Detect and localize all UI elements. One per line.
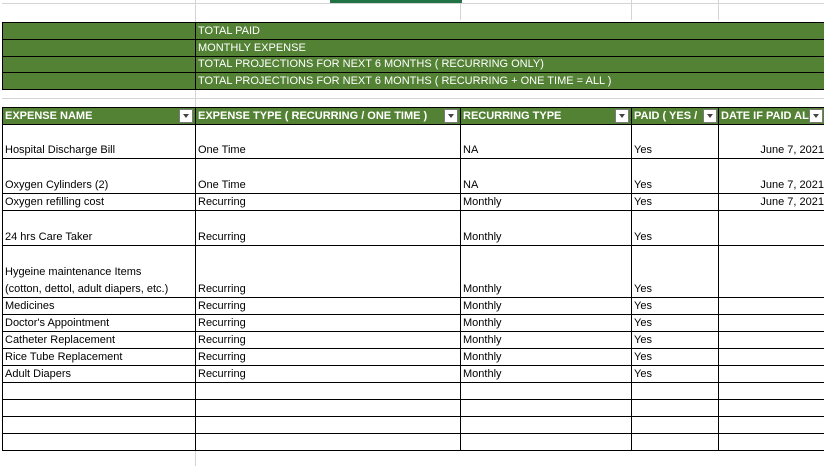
paid-cell[interactable]: Yes	[634, 368, 652, 380]
summary-projection-all[interactable]: TOTAL PROJECTIONS FOR NEXT 6 MONTHS ( RECURRING + ONE TIME = ALL )	[198, 75, 612, 87]
expense-name-cell[interactable]: Hospital Discharge Bill	[5, 144, 116, 156]
filter-dropdown-icon[interactable]	[809, 109, 823, 123]
row-border	[2, 450, 824, 451]
row-border	[2, 314, 824, 315]
expense-type-cell[interactable]: Recurring	[198, 317, 246, 329]
expense-name-cell[interactable]: Oxygen Cylinders (2)	[5, 179, 109, 191]
row-border	[2, 193, 824, 194]
date-paid-cell[interactable]: June 7, 2021	[760, 196, 824, 208]
row-border	[2, 158, 824, 159]
expense-type-cell[interactable]: One Time	[198, 144, 246, 156]
paid-cell[interactable]: Yes	[634, 144, 652, 156]
filter-dropdown-icon[interactable]	[444, 109, 458, 123]
column-border	[631, 125, 632, 450]
expense-name-cell-line2[interactable]: (cotton, dettol, adult diapers, etc.)	[5, 283, 169, 295]
date-paid-cell[interactable]: June 7, 2021	[760, 144, 824, 156]
recurring-type-cell[interactable]: Monthly	[463, 231, 502, 243]
expense-name-cell[interactable]: Medicines	[5, 300, 55, 312]
row-border	[2, 433, 824, 434]
filter-dropdown-icon[interactable]	[615, 109, 629, 123]
selected-cell-indicator	[330, 0, 462, 3]
expense-name-cell[interactable]: Catheter Replacement	[5, 334, 116, 346]
recurring-type-cell[interactable]: NA	[463, 144, 479, 156]
expense-name-cell[interactable]: Rice Tube Replacement	[5, 351, 123, 363]
expense-type-cell[interactable]: Recurring	[198, 196, 246, 208]
row-border	[2, 365, 824, 366]
recurring-type-cell[interactable]: Monthly	[463, 283, 502, 295]
column-header-recurring-type[interactable]: RECURRING TYPE	[463, 110, 562, 122]
expense-type-cell[interactable]: Recurring	[198, 283, 246, 295]
recurring-type-cell[interactable]: Monthly	[463, 334, 502, 346]
expense-type-cell[interactable]: Recurring	[198, 368, 246, 380]
column-header-paid[interactable]: PAID ( YES /	[634, 110, 698, 122]
paid-cell[interactable]: Yes	[634, 334, 652, 346]
column-border	[195, 125, 196, 450]
expense-type-cell[interactable]: Recurring	[198, 300, 246, 312]
column-border	[2, 125, 3, 450]
paid-cell[interactable]: Yes	[634, 283, 652, 295]
expense-name-cell[interactable]: Adult Diapers	[5, 368, 72, 380]
row-border	[2, 245, 824, 246]
recurring-type-cell[interactable]: NA	[463, 179, 479, 191]
expense-type-cell[interactable]: Recurring	[198, 351, 246, 363]
expense-name-cell[interactable]: 24 hrs Care Taker	[5, 231, 93, 243]
row-border	[2, 399, 824, 400]
date-paid-cell[interactable]: June 7, 2021	[760, 179, 824, 191]
row-border	[2, 348, 824, 349]
column-header-expense-type[interactable]: EXPENSE TYPE ( RECURRING / ONE TIME )	[198, 110, 428, 122]
header-divider	[460, 107, 461, 125]
gridline	[2, 3, 824, 4]
expense-name-cell[interactable]: Oxygen refilling cost	[5, 196, 105, 208]
row-border	[2, 416, 824, 417]
expense-type-cell[interactable]: Recurring	[198, 334, 246, 346]
paid-cell[interactable]: Yes	[634, 317, 652, 329]
column-header-expense-name[interactable]: EXPENSE NAME	[5, 110, 93, 122]
paid-cell[interactable]: Yes	[634, 231, 652, 243]
recurring-type-cell[interactable]: Monthly	[463, 317, 502, 329]
row-border	[2, 210, 824, 211]
filter-dropdown-icon[interactable]	[179, 109, 193, 123]
summary-row-line	[2, 39, 824, 40]
recurring-type-cell[interactable]: Monthly	[463, 196, 502, 208]
paid-cell[interactable]: Yes	[634, 179, 652, 191]
summary-projection-recurring[interactable]: TOTAL PROJECTIONS FOR NEXT 6 MONTHS ( RECURRING ONLY)	[198, 58, 544, 70]
recurring-type-cell[interactable]: Monthly	[463, 368, 502, 380]
row-border	[2, 382, 824, 383]
recurring-type-cell[interactable]: Monthly	[463, 300, 502, 312]
row-border	[2, 297, 824, 298]
column-border	[460, 125, 461, 450]
header-divider	[631, 107, 632, 125]
filter-dropdown-icon[interactable]	[703, 109, 717, 123]
header-divider	[195, 107, 196, 125]
paid-cell[interactable]: Yes	[634, 196, 652, 208]
expense-name-cell[interactable]: Doctor's Appointment	[5, 317, 110, 329]
column-header-date-paid[interactable]: DATE IF PAID AL	[721, 110, 809, 122]
summary-monthly-expense[interactable]: MONTHLY EXPENSE	[198, 42, 306, 54]
expense-name-cell[interactable]: Hygeine maintenance Items	[5, 266, 142, 278]
row-border	[2, 331, 824, 332]
recurring-type-cell[interactable]: Monthly	[463, 351, 502, 363]
paid-cell[interactable]: Yes	[634, 351, 652, 363]
gridline	[2, 98, 824, 99]
paid-cell[interactable]: Yes	[634, 300, 652, 312]
summary-total-paid[interactable]: TOTAL PAID	[198, 25, 260, 37]
expense-type-cell[interactable]: Recurring	[198, 231, 246, 243]
column-border	[718, 125, 719, 450]
expense-type-cell[interactable]: One Time	[198, 179, 246, 191]
header-divider	[718, 107, 719, 125]
